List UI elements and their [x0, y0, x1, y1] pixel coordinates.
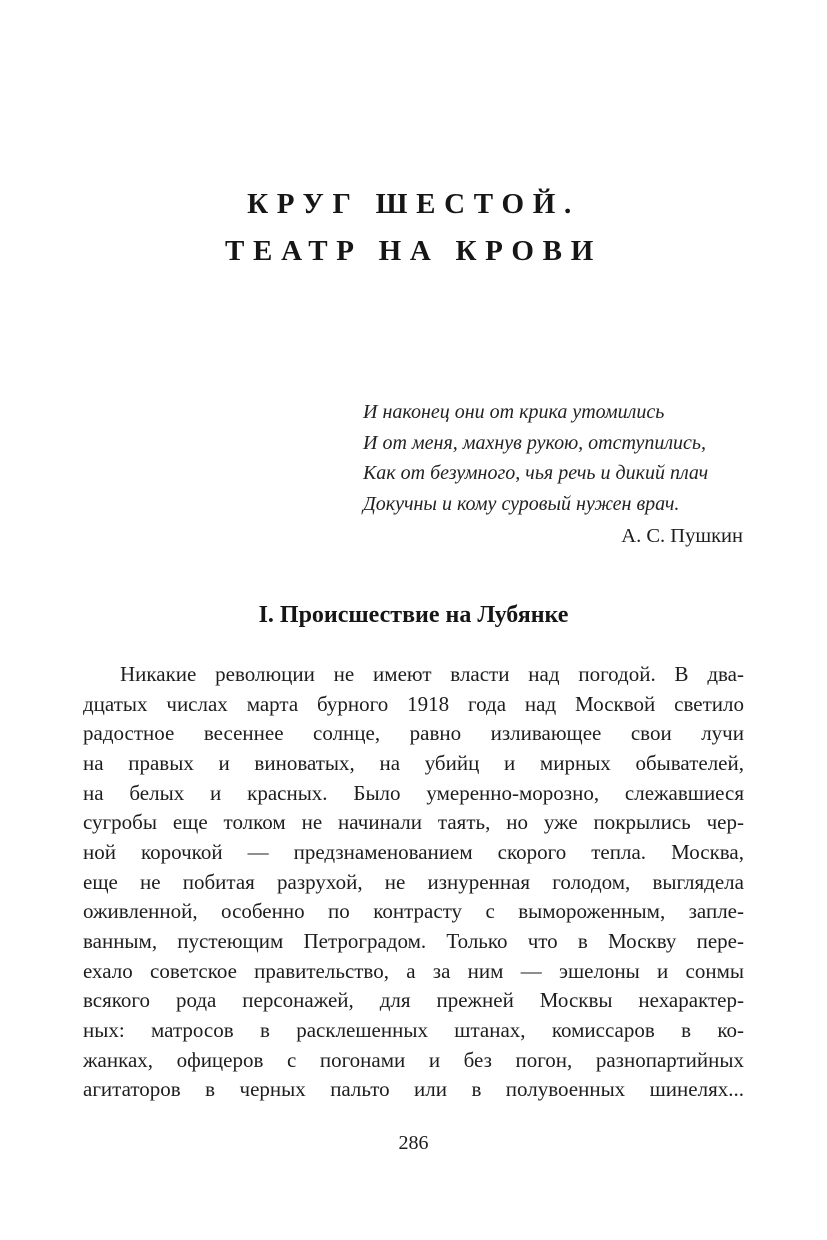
body-line: Никакие революции не имеют власти над погодой. В два-	[120, 662, 744, 686]
epigraph-line: И наконец они от крика утомились	[363, 401, 665, 423]
section-heading: I. Происшествие на Лубянке	[258, 602, 569, 628]
epigraph-line: И от меня, махнув рукою, отступились,	[363, 431, 707, 454]
body-line: еще не побитая разрухой, не изнуренная голодом, выглядела	[83, 869, 744, 894]
body-line: сугробы еще толком не начинали таять, но уже покрылись чер-	[83, 810, 744, 835]
epigraph	[363, 397, 755, 552]
body-line: на правых и виноватых, на убийц и мирных обывателей,	[83, 750, 744, 775]
body-line: дцатых числах марта бурного 1918 года над Москвой светило	[83, 691, 744, 716]
body-line: радостное весеннее солнце, равно изливающее свои лучи	[83, 721, 744, 746]
epigraph-attribution: А. С. Пушкин	[621, 525, 743, 547]
epigraph-line: Как от безумного, чья речь и дикий плач	[363, 462, 709, 484]
chapter-title	[0, 181, 827, 275]
epigraph-line: Докучны и кому суровый нужен врач.	[363, 492, 680, 515]
body-line: жанках, офицеров с погонами и без погон, разнопартийных	[83, 1047, 744, 1072]
body-line: оживленной, особенно по контрасту с вымороженным, запле-	[83, 899, 744, 924]
body-line: на белых и красных. Было умеренно-морозно, слежавшиеся	[83, 780, 744, 805]
body-line: ной корочкой — предзнаменованием скорого тепла. Москва,	[83, 839, 744, 864]
body-paragraph	[83, 660, 744, 1105]
chapter-title-line-2: ТЕАТР НА КРОВИ	[225, 235, 602, 267]
body-line: агитаторов в черных пальто или в полувоенных шинелях...	[83, 1077, 744, 1102]
chapter-title-line-1: КРУГ ШЕСТОЙ.	[247, 188, 580, 220]
body-line: ехало советское правительство, а за ним — эшелоны и сонмы	[83, 958, 744, 983]
page-number: 286	[398, 1132, 429, 1154]
body-line: ных: матросов в расклешенных штанах, комиссаров в ко-	[83, 1017, 744, 1042]
body-line: ванным, пустеющим Петроградом. Только что в Москву пере-	[83, 928, 744, 953]
body-line: всякого рода персонажей, для прежней Москвы нехарактер-	[83, 988, 744, 1013]
